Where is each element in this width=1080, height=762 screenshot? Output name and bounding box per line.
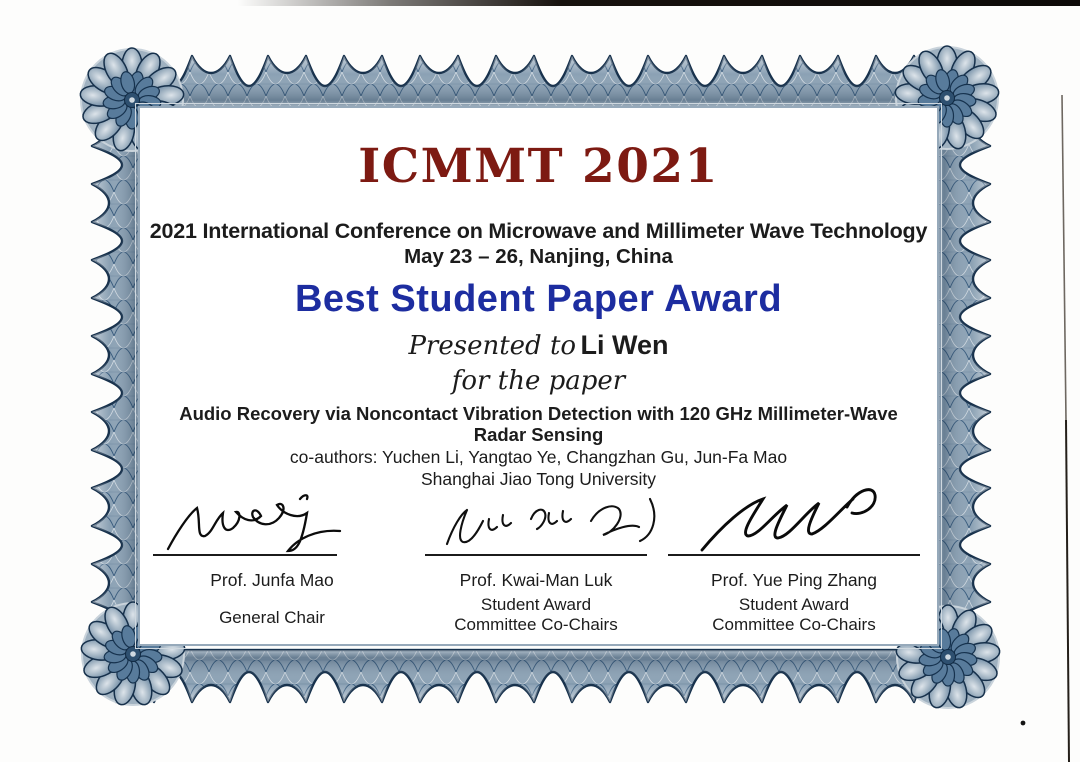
award-title: Best Student Paper Award [294, 278, 783, 320]
coauthors-line: co-authors: Yuchen Li, Yangtao Ye, Changzhan Gu, Jun-Fa Mao [289, 447, 788, 467]
scan-edge-top-strip [0, 0, 1080, 6]
signatory-role: Student Award [480, 595, 592, 614]
conference-date-location: May 23 – 26, Nanjing, China [404, 245, 673, 268]
conference-name: 2021 International Conference on Microwave and Millimeter Wave Technology [149, 219, 928, 243]
paper-title-line-1: Audio Recovery via Noncontact Vibration Detection with 120 GHz Millimeter-Wave [179, 403, 898, 424]
conference-acronym-title: ICMMT 2021 [358, 139, 719, 194]
signatory-role: General Chair [219, 608, 325, 627]
affiliation-line: Shanghai Jiao Tong University [420, 469, 657, 489]
recipient-name: Li Wen [580, 330, 669, 360]
signatory-role: Committee Co-Chairs [712, 615, 876, 634]
presented-to-row [140, 330, 937, 361]
signatory-name: Prof. Junfa Mao [210, 570, 334, 590]
signature-line [668, 554, 920, 556]
signatory-name: Prof. Yue Ping Zhang [710, 570, 878, 590]
signatory-name: Prof. Kwai-Man Luk [459, 570, 613, 590]
paper-title-line-2: Radar Sensing [473, 424, 604, 445]
signatory-role: Student Award [738, 595, 850, 614]
signatory-role: Committee Co-Chairs [454, 615, 618, 634]
presented-to-label: Presented to [408, 331, 577, 361]
signature-line [425, 554, 647, 556]
signature-line [153, 554, 337, 556]
for-the-paper-label: for the paper [451, 366, 626, 396]
